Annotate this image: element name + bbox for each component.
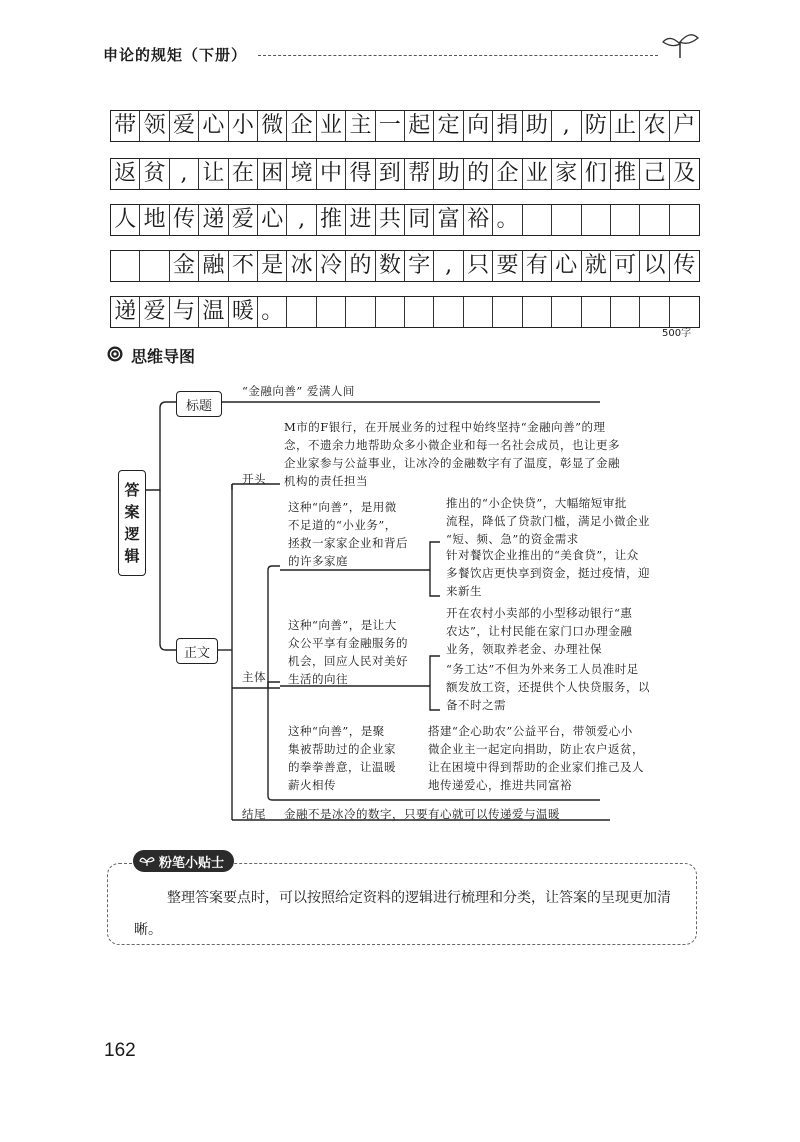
point-3-detail-1 bbox=[428, 722, 698, 794]
essay-cell: , bbox=[552, 111, 581, 141]
page-number: 162 bbox=[104, 1040, 136, 1061]
essay-cell: 要 bbox=[493, 251, 522, 281]
text-line: 生活的向往 bbox=[288, 672, 348, 686]
essay-cell: 递 bbox=[199, 205, 228, 235]
tip-label bbox=[133, 850, 234, 872]
essay-cell: 冷 bbox=[317, 251, 346, 281]
text-line: 薪火相传 bbox=[288, 778, 336, 792]
essay-cell: 。 bbox=[493, 205, 522, 235]
main-label: 主体 bbox=[242, 670, 266, 684]
text-line: “短、频、急”的资金需求 bbox=[446, 532, 579, 546]
point-1-detail-1 bbox=[446, 494, 696, 548]
title-node: 标题 bbox=[176, 391, 222, 417]
essay-cell: 止 bbox=[611, 111, 640, 141]
essay-cell: 融 bbox=[199, 251, 228, 281]
essay-cell: 己 bbox=[640, 159, 669, 189]
essay-cell: 困 bbox=[258, 159, 287, 189]
essay-cell: 推 bbox=[317, 205, 346, 235]
essay-cell: 与 bbox=[170, 297, 199, 327]
essay-cell: 。 bbox=[258, 297, 287, 327]
essay-cell: 以 bbox=[640, 251, 669, 281]
text-line: “务工达”不但为外来务工人员准时足 bbox=[446, 662, 639, 676]
running-header: 申论的规矩（下册） bbox=[103, 46, 248, 64]
essay-cell: 贫 bbox=[140, 159, 169, 189]
essay-cell: 有 bbox=[523, 251, 552, 281]
text-line: 拯救一家家企业和背后 bbox=[288, 536, 408, 550]
text-line: 辑 bbox=[124, 547, 140, 565]
essay-cell: 家 bbox=[552, 159, 581, 189]
essay-cell: 在 bbox=[229, 159, 258, 189]
essay-cell: 裕 bbox=[464, 205, 493, 235]
essay-cell: 就 bbox=[582, 251, 611, 281]
essay-cell: 微 bbox=[258, 111, 287, 141]
essay-cell: 心 bbox=[258, 205, 287, 235]
essay-cell: 一 bbox=[376, 111, 405, 141]
essay-cell: 小 bbox=[229, 111, 258, 141]
essay-cell: 领 bbox=[140, 111, 169, 141]
essay-cell: 业 bbox=[317, 111, 346, 141]
point-1-detail-2 bbox=[446, 546, 696, 600]
essay-cell: 起 bbox=[405, 111, 434, 141]
essay-cell: 传 bbox=[673, 253, 696, 278]
essay-cell: 冰 bbox=[287, 251, 316, 281]
text-line: 的许多家庭 bbox=[288, 554, 348, 568]
text-line: 来新生 bbox=[446, 584, 482, 598]
text-line: 微企业主一起定向捐助，防止农户返贫， bbox=[428, 742, 644, 756]
point-2-text bbox=[288, 616, 438, 688]
text-line: 的拳拳善意，让温暖 bbox=[288, 760, 396, 774]
text-line: 额发放工资，还提供个人快贷服务，以 bbox=[446, 680, 650, 694]
essay-cell: 境 bbox=[287, 159, 316, 189]
text-line: 备不时之需 bbox=[446, 698, 506, 712]
essay-cell: 递 bbox=[111, 297, 140, 327]
root-node bbox=[118, 470, 146, 576]
essay-cell: , bbox=[170, 159, 199, 189]
text-line: 答 bbox=[124, 481, 140, 499]
point-2-detail-1 bbox=[446, 604, 696, 658]
ending-label: 结尾 bbox=[242, 807, 266, 821]
essay-cell: 中 bbox=[317, 159, 346, 189]
essay-cell: , bbox=[287, 205, 316, 235]
opening-text bbox=[284, 418, 704, 490]
essay-cell: 不 bbox=[229, 251, 258, 281]
essay-cell: 温 bbox=[199, 297, 228, 327]
essay-cell: 户 bbox=[673, 113, 696, 138]
essay-cell: 共 bbox=[376, 205, 405, 235]
essay-cell: 助 bbox=[523, 111, 552, 141]
essay-cell: 定 bbox=[434, 111, 463, 141]
essay-cell: 向 bbox=[464, 111, 493, 141]
section-title: 思维导图 bbox=[131, 347, 196, 366]
essay-cell: 进 bbox=[346, 205, 375, 235]
text-line: 业务，领取养老金、办理社保 bbox=[446, 642, 602, 656]
essay-cell: 爱 bbox=[229, 205, 258, 235]
text-line: 流程，降低了贷款门槛，满足小微企业 bbox=[446, 514, 650, 528]
text-line: 念，不遗余力地帮助众多小微企业和每一名社会成员，也让更多 bbox=[284, 438, 620, 452]
essay-cell: 企 bbox=[493, 159, 522, 189]
text-line: 机构的责任担当 bbox=[284, 474, 368, 488]
essay-cell: 让 bbox=[199, 159, 228, 189]
tip-label-text: 粉笔小贴士 bbox=[159, 855, 225, 871]
text-line: 案 bbox=[124, 503, 140, 521]
essay-cell: 可 bbox=[611, 251, 640, 281]
essay-cell: 帮 bbox=[405, 159, 434, 189]
text-line: 搭建“企心助农”公益平台，带领爱心小 bbox=[428, 724, 633, 738]
essay-cell: 带 bbox=[111, 111, 140, 141]
essay-cell: 们 bbox=[582, 159, 611, 189]
text-line: 开在农村小卖部的小型移动银行“惠 bbox=[446, 606, 633, 620]
text-line: 让在困境中得到帮助的企业家们推己及人 bbox=[428, 760, 644, 774]
essay-cell: 推 bbox=[611, 159, 640, 189]
essay-cell: 暖 bbox=[229, 297, 258, 327]
text-line: 针对餐饮企业推出的“美食贷”，让众 bbox=[446, 548, 639, 562]
essay-cell: 字 bbox=[405, 251, 434, 281]
essay-cell: 助 bbox=[434, 159, 463, 189]
essay-cell: 富 bbox=[434, 205, 463, 235]
text-line: 多餐饮店更快享到资金，挺过疫情，迎 bbox=[446, 566, 650, 580]
word-count: 500字 bbox=[662, 328, 692, 339]
text-line: 众公平享有金融服务的 bbox=[288, 636, 408, 650]
text-line: 这种“向善”，是用微 bbox=[288, 500, 397, 514]
text-line: 地传递爱心，推进共同富裕 bbox=[428, 778, 572, 792]
essay-cell: 只 bbox=[464, 251, 493, 281]
essay-cell: 返 bbox=[111, 159, 140, 189]
essay-cell: 爱 bbox=[170, 111, 199, 141]
text-line: 集被帮助过的企业家 bbox=[288, 742, 396, 756]
text-line: 这种“向善”，是让大 bbox=[288, 618, 397, 632]
essay-cell: 心 bbox=[199, 111, 228, 141]
essay-cell: 爱 bbox=[140, 297, 169, 327]
text-line: 逻 bbox=[124, 525, 140, 543]
essay-cell: 得 bbox=[346, 159, 375, 189]
essay-cell: 心 bbox=[552, 251, 581, 281]
text-line: 企业家参与公益事业，让冰冷的金融数字有了温度，彰显了金融 bbox=[284, 456, 620, 470]
ending-text: 金融不是冰冷的数字，只要有心就可以传递爱与温暖 bbox=[284, 807, 560, 821]
text-line: 不足道的“小业务”， bbox=[288, 518, 397, 532]
essay-cell: , bbox=[434, 251, 463, 281]
tip-text: 整理答案要点时，可以按照给定资料的逻辑进行梳理和分类，让答案的呈现更加清晰。 bbox=[134, 890, 671, 938]
text-line: 农达”，让村民能在家门口办理金融 bbox=[446, 624, 633, 638]
point-2-detail-2 bbox=[446, 660, 696, 714]
body-node: 正文 bbox=[176, 638, 218, 664]
title-text: “金融向善” 爱满人间 bbox=[242, 384, 355, 398]
essay-cell: 数 bbox=[376, 251, 405, 281]
essay-cell: 及 bbox=[673, 161, 696, 186]
essay-cell: 农 bbox=[640, 111, 669, 141]
text-line: 这种“向善”，是聚 bbox=[288, 724, 385, 738]
leaf-icon bbox=[139, 855, 155, 867]
essay-cell: 到 bbox=[376, 159, 405, 189]
essay-cell: 的 bbox=[346, 251, 375, 281]
essay-cell: 同 bbox=[405, 205, 434, 235]
point-3-text bbox=[288, 722, 438, 794]
text-line: 机会，回应人民对美好 bbox=[288, 654, 408, 668]
essay-cell: 是 bbox=[258, 251, 287, 281]
essay-cell: 企 bbox=[287, 111, 316, 141]
essay-cell: 业 bbox=[523, 159, 552, 189]
essay-cell: 人 bbox=[111, 205, 140, 235]
essay-cell: 地 bbox=[140, 205, 169, 235]
essay-cell: 金 bbox=[170, 251, 199, 281]
essay-cell: 捐 bbox=[493, 111, 522, 141]
essay-cell: 主 bbox=[346, 111, 375, 141]
essay-cell: 传 bbox=[170, 205, 199, 235]
essay-cell: 防 bbox=[582, 111, 611, 141]
text-line: M市的F银行，在开展业务的过程中始终坚持“金融向善”的理 bbox=[284, 420, 606, 434]
point-1-text bbox=[288, 498, 438, 570]
opening-label: 开头 bbox=[242, 472, 266, 486]
essay-cell: 的 bbox=[464, 159, 493, 189]
text-line: 推出的“小企快贷”，大幅缩短审批 bbox=[446, 496, 627, 510]
